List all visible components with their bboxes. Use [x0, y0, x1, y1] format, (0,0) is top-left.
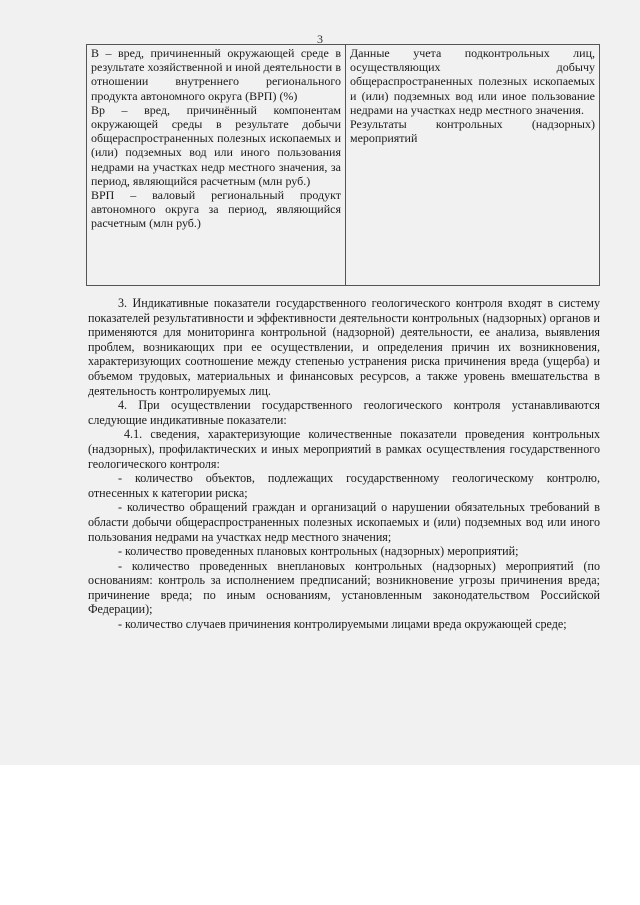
data-source-2: Результаты контрольных (надзорных) мероприятий [350, 117, 595, 146]
body-text [88, 296, 600, 632]
list-item: - количество проведенных внеплановых контрольных (надзорных) мероприятий (по основаниям: контроль за исполнением предписаний; возникновение угрозы причинения вреда; причинение вреда; по иным основаниям, установленным законодательством Российской Федерации); [88, 558, 600, 617]
definition-vr: Вр – вред, причинённый компонентам окружающей среды в результате добычи общераспространенных полезных ископаемых и (или) подземных вод или иного пользования недрами на участках недр местного значения, за период, являющийся расчетным (млн руб.) [91, 102, 341, 188]
paragraph-4-1: 4.1. сведения, характеризующие количественные показатели проведения контрольных (надзорных), профилактических и иных мероприятий в рамках осуществления государственного геологического контроля: [88, 427, 600, 471]
paragraph-4: 4. При осуществлении государственного геологического контроля устанавливаются следующие индикативные показатели: [88, 398, 600, 427]
formula-definitions-cell [87, 45, 346, 286]
list-item: - количество случаев причинения контролируемыми лицами вреда окружающей среде; [118, 617, 567, 632]
definition-b: В – вред, причиненный окружающей среде в результате хозяйственной и иной деятельности в отношении внутреннего регионального продукта автономного округа (ВРП) (%) [91, 46, 341, 103]
list-item: - количество объектов, подлежащих государственному геологическому контролю, отнесенных к категории риска; [88, 471, 600, 500]
list-item: - количество проведенных плановых контрольных (надзорных) мероприятий; [118, 544, 519, 559]
data-source-1: Данные учета подконтрольных лиц, осуществляющих добычу общераспространенных полезных ископаемых и (или) подземных вод или иное пользование недрами на участках недр местного значения. [350, 46, 595, 117]
list-item: - количество обращений граждан и организаций о нарушении обязательных требований в области добычи общераспространенных полезных ископаемых и (или) подземных вод или иного пользования недрами на участках недр местного значения; [88, 500, 600, 544]
page-number: 3 [317, 32, 323, 46]
definition-vrp: ВРП – валовый региональный продукт автономного округа за период, являющийся расчетным (млн руб.) [91, 188, 341, 231]
paragraph-3: 3. Индикативные показатели государственного геологического контроля входят в систему показателей результативности и эффективности деятельности контрольных (надзорных) органов и применяются для мониторинга контрольной (надзорной) деятельности, ее анализа, выявления проблем, возникающих при ее осуществлении, и определения причин их возникновения, характеризующих соотношение между степенью устранения риска причинения вреда (ущерба) и объемом трудовых, материальных и финансовых ресурсов, а также уровень вмешательства в деятельность контролируемых лиц. [88, 296, 600, 398]
data-sources-cell [346, 45, 600, 286]
table-row [87, 45, 600, 286]
indicator-table [86, 44, 600, 286]
